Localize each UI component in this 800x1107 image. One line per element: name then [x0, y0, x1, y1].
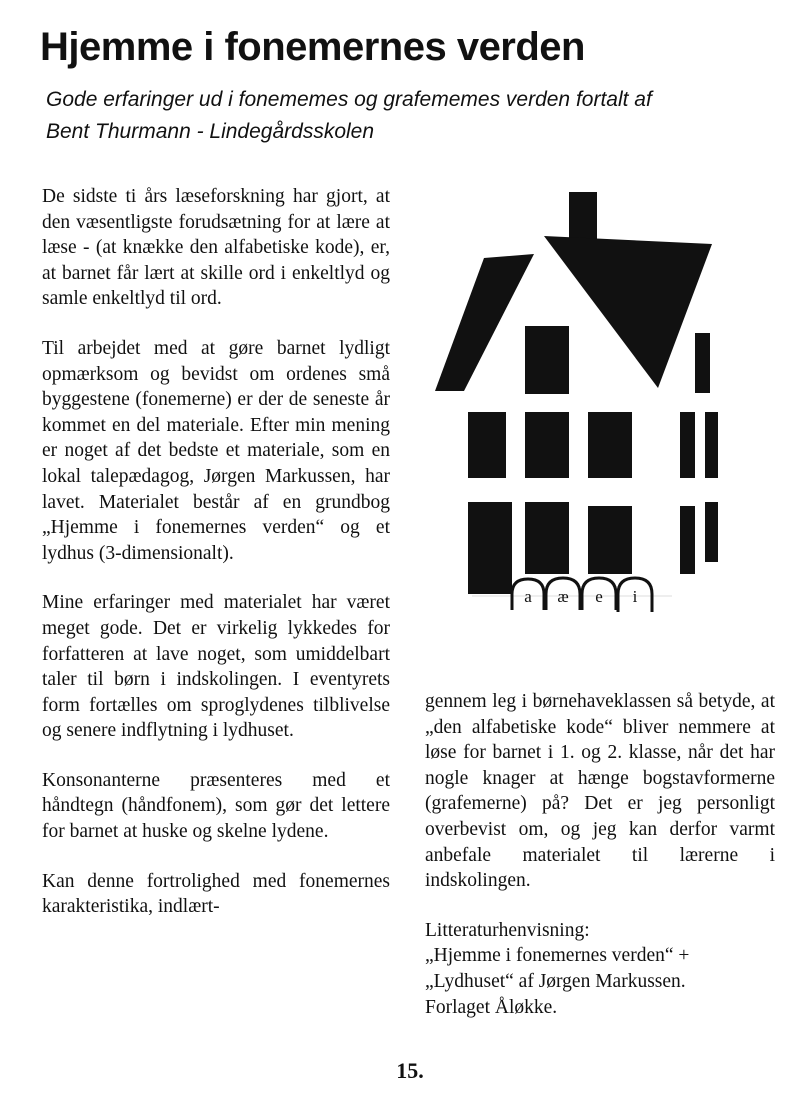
svg-text:i: i: [632, 587, 638, 606]
window: [588, 506, 632, 574]
window: [588, 412, 632, 478]
window: [705, 412, 718, 478]
window: [525, 412, 569, 478]
paragraph-2: Til arbejdet med at gøre barnet lydligt opmærksom og bevidst om ordenes små byggestene (fonemerne) er der de seneste år kommet en del materiale. Efter min mening er noget af det bedste et materiale, som en lokal talepædagog, Jørgen Markussen, har lavet. Materialet består af en grundbog „Hjemme i fonemernes verden“ og et lydhus (3-dimensionalt).: [42, 337, 390, 564]
reference-line-3: Forlaget Åløkke.: [425, 996, 558, 1018]
window: [695, 333, 710, 393]
svg-text:a: a: [524, 587, 532, 606]
svg-text:æ: æ: [557, 587, 569, 606]
sound-house-illustration: [432, 186, 732, 616]
door-ae: [546, 578, 580, 610]
paragraph-5: Kan denne fortrolighed med fonemernes karakteristika, indlært-: [42, 870, 390, 918]
window: [680, 412, 695, 478]
paragraph-4: Konsonanterne præsenteres med et håndtegn (håndfonem), som gør det lettere for barnet at huske og skelne lydene.: [42, 769, 390, 843]
house-roof-left: [435, 254, 534, 391]
house-roof-right: [544, 236, 712, 388]
paragraph-3: Mine erfaringer med materialet har været meget gode. Det er virkelig lykkedes for forfatteren at lave noget, som umiddelbart taler til børn i indskolingen. I eventyrets form fortælles om sproglydenes tilblivelse og senere indflytning i lydhuset.: [42, 592, 390, 742]
window: [525, 502, 569, 574]
article-subtitle: [46, 84, 652, 148]
svg-text:e: e: [595, 587, 603, 606]
paragraph-1: De sidste ti års læseforskning har gjort, at den væsentligste forudsætning for at lære at læse - (at knække den alfabetiske kode), er, at barnet får lært at skille ord i enkeltlyd og samle enkeltlyd til ord.: [42, 186, 390, 310]
window: [468, 412, 506, 478]
references: [425, 918, 775, 1020]
page-number: 15.: [396, 1058, 424, 1083]
window: [525, 326, 569, 394]
references-heading: Litteraturhenvisning:: [425, 919, 590, 941]
article-title: Hjemme i fonemernes verden: [40, 25, 585, 69]
subtitle-line-1: Gode erfaringer ud i fonememes og grafememes verden fortalt af: [46, 88, 652, 111]
left-column: [42, 184, 390, 944]
window: [680, 506, 695, 574]
paragraph-5-continued: gennem leg i børnehaveklassen så betyde, at „den alfabetiske kode“ bliver nemmere at løse for barnet i 1. og 2. klasse, når det har nogle knager at hænge bogstavformerne (grafemerne) på? Det er jeg personligt overbevist om, og jeg kan derfor varmt anbefale materialet til lærerne i indskolingen.: [425, 691, 775, 892]
reference-line-2: „Lydhuset“ af Jørgen Markussen.: [425, 970, 686, 992]
right-column: [425, 689, 775, 1020]
subtitle-line-2: Bent Thurmann - Lindegårdsskolen: [46, 120, 375, 143]
window: [468, 502, 512, 594]
reference-line-1: „Hjemme i fonemernes verden“ +: [425, 945, 690, 967]
door-i: [618, 578, 652, 612]
window: [705, 502, 718, 562]
door-e: [582, 578, 616, 610]
door-a: [512, 579, 544, 610]
